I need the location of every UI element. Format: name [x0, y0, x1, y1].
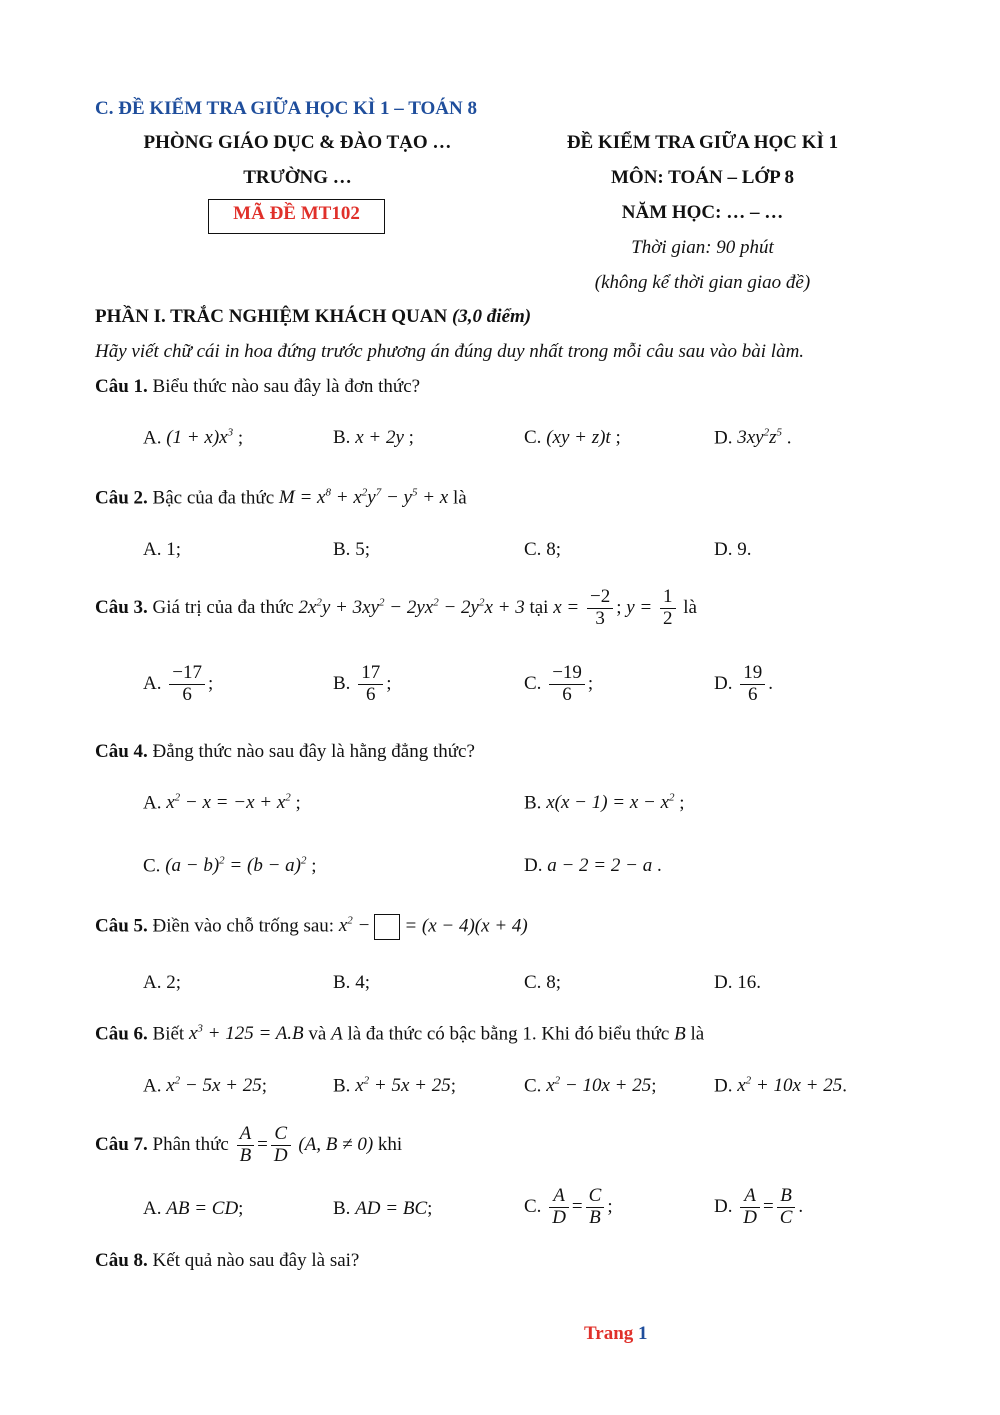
question-6: Câu 6. Biết $x^3 + 125 = A.B$ và A là đa thức có bậc bằng 1. Khi đó biểu thức B là — [95, 1023, 705, 1045]
q2-option-d: D. 9. — [714, 539, 752, 560]
question-label: Câu 2. — [95, 487, 148, 509]
question-4 — [95, 741, 475, 763]
q2-option-a: A. 1; — [143, 539, 182, 560]
q7-option-a: A. AB = CD; — [143, 1198, 244, 1219]
part1-title: PHẦN I. TRẮC NGHIỆM KHÁCH QUAN — [95, 306, 448, 327]
question-text: Điền vào chỗ trống sau: — [152, 915, 335, 937]
subject-grade: MÔN: TOÁN – LỚP 8 — [611, 167, 794, 188]
question-text: Đẳng thức nào sau đây là hằng đẳng thức? — [152, 741, 475, 762]
page-footer — [584, 1323, 648, 1345]
question-5: Câu 5. Điền vào chỗ trống sau: $x^2$ − = (x − 4)(x + 4) — [95, 914, 528, 940]
part1-instruction: Hãy viết chữ cái in hoa đứng trước phương án đúng duy nhất trong mỗi câu sau vào bài làm. — [95, 341, 805, 362]
q2-option-c: C. 8; — [524, 539, 561, 560]
blank-box[interactable] — [374, 914, 400, 940]
q7-option-c: C. $\frac{A}{D}$ = $\frac{C}{B}$ ; — [524, 1185, 613, 1228]
question-text: Biểu thức nào sau đây là đơn thức? — [152, 376, 421, 397]
school-year: NĂM HỌC: … – … — [621, 202, 784, 223]
question-text: Kết quả nào sau đây là sai? — [152, 1250, 360, 1271]
exam-title: ĐỀ KIỂM TRA GIỮA HỌC KÌ 1 — [566, 132, 839, 153]
q7-option-b: B. AD = BC; — [333, 1198, 433, 1219]
question-label: Câu 5. — [95, 915, 148, 937]
question-label: Câu 6. — [95, 1023, 148, 1045]
q5-option-d: D. 16. — [714, 972, 761, 993]
question-3: Câu 3. Giá trị của đa thức $2x^2y + 3xy^2 - 2yx^2 - 2y^2x + 3$ tại x = $\frac{-2}{3}$ ; y = $\frac{1}{2}$ là — [95, 586, 697, 629]
exam-time-note: (không kể thời gian giao đề) — [594, 272, 811, 293]
q7-option-d: D. $\frac{A}{D}$ = $\frac{B}{C}$ . — [714, 1185, 804, 1228]
q4-option-c: C. $(a - b)^2 = (b - a)^2$ ; — [143, 855, 317, 877]
q4-option-b: B. $x(x - 1) = x - x^2$ ; — [524, 792, 685, 814]
q1-option-d: D. $3xy^2z^5$ . — [714, 427, 792, 449]
q4-option-d: D. a − 2 = 2 − a . — [524, 855, 662, 876]
exam-time: Thời gian: 90 phút — [631, 237, 774, 258]
page-label: Trang — [584, 1323, 634, 1344]
q5-option-a: A. 2; — [143, 972, 182, 993]
question-8 — [95, 1250, 359, 1272]
q2-option-b: B. 5; — [333, 539, 370, 560]
question-label: Câu 4. — [95, 741, 148, 762]
question-text: Biết — [152, 1023, 185, 1045]
q1-option-b: B. x + 2y ; — [333, 427, 414, 448]
part1-points: (3,0 điểm) — [451, 306, 532, 327]
exam-code: MÃ ĐỀ MT102 — [233, 203, 360, 224]
question-1 — [95, 376, 420, 398]
part1-heading — [95, 306, 531, 328]
q5-option-c: C. 8; — [524, 972, 561, 993]
q6-option-a: A. $x^2 - 5x + 25$; — [143, 1075, 268, 1097]
q4-option-a: A. $x^2 - x = -x + x^2$ ; — [143, 792, 301, 814]
question-text: Giá trị của đa thức — [152, 596, 294, 618]
page-number: 1 — [638, 1323, 648, 1344]
question-label: Câu 1. — [95, 376, 148, 397]
question-text: Phân thức — [152, 1133, 229, 1155]
q3-polynomial: $2x^2y + 3xy^2 - 2yx^2 - 2y^2x + 3$ — [298, 596, 525, 618]
q3-option-d: D. $\frac{19}{6}$ . — [714, 662, 773, 705]
q3-option-c: C. $\frac{-19}{6}$ ; — [524, 662, 594, 705]
q1-option-a: A. $(1 + x)x^3$ ; — [143, 427, 244, 449]
q5-option-b: B. 4; — [333, 972, 370, 993]
question-text: Bậc của đa thức — [152, 487, 275, 509]
question-label: Câu 8. — [95, 1250, 148, 1271]
q6-option-b: B. $x^2 + 5x + 25$; — [333, 1075, 456, 1097]
question-label: Câu 7. — [95, 1133, 148, 1155]
section-title: C. ĐỀ KIỂM TRA GIỮA HỌC KÌ 1 – TOÁN 8 — [95, 98, 477, 119]
q3-option-a: A. $\frac{-17}{6}$ ; — [143, 662, 214, 705]
school-name: TRƯỜNG … — [243, 167, 352, 188]
q6-option-c: C. $x^2 - 10x + 25$; — [524, 1075, 657, 1097]
q1-option-c: C. (xy + z)t ; — [524, 427, 621, 448]
question-label: Câu 3. — [95, 596, 148, 618]
q3-option-b: B. $\frac{17}{6}$ ; — [333, 662, 392, 705]
department-name: PHÒNG GIÁO DỤC & ĐÀO TẠO … — [143, 132, 452, 153]
question-2: Câu 2. Bậc của đa thức $M = x^8 + x^2y^7 - y^5 + x$ là — [95, 487, 467, 509]
q6-option-d: D. $x^2 + 10x + 25$. — [714, 1075, 847, 1097]
q2-polynomial: $M = x^8 + x^2y^7 - y^5 + x$ — [278, 487, 449, 509]
question-7: Câu 7. Phân thức $\frac{A}{B}$ = $\frac{C}{D}$ (A, B ≠ 0) khi — [95, 1123, 403, 1166]
